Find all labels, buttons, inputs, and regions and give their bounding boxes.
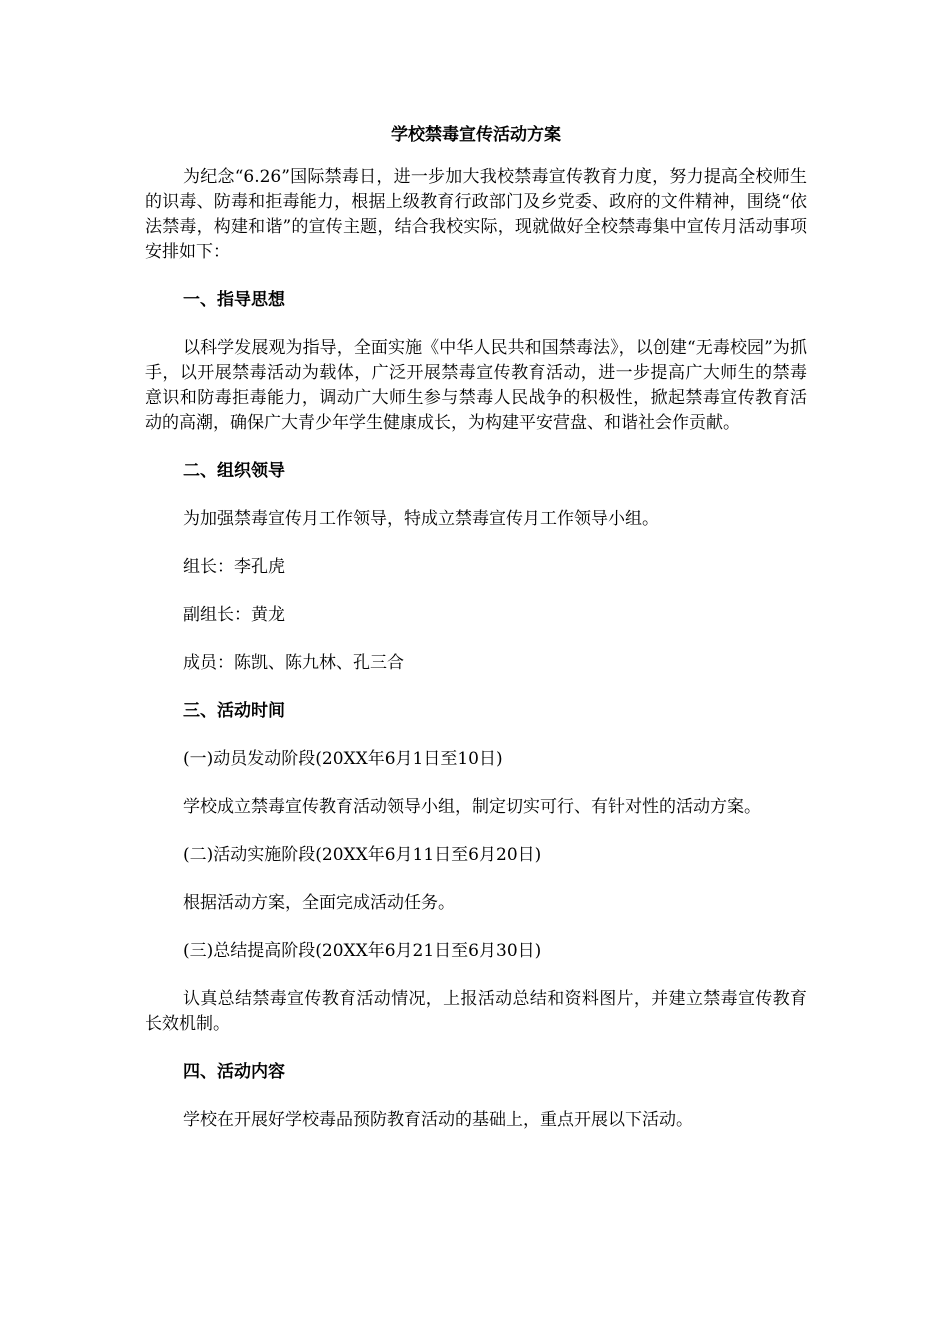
section-heading-schedule: 三、活动时间 (183, 701, 285, 721)
organization-paragraph: 为加强禁毒宣传月工作领导，特成立禁毒宣传月工作领导小组。 (183, 509, 659, 529)
stage-3-paragraph: 认真总结禁毒宣传教育活动情况，上报活动总结和资料图片，并建立禁毒宣传教育长效机制。 (145, 989, 807, 1034)
intro-paragraph: 为纪念“6.26”国际禁毒日，进一步加大我校禁毒宣传教育力度，努力提高全校师生的识毒、防毒和拒毒能力，根据上级教育行政部门及乡党委、政府的文件精神，围绕“依法禁毒，构建和谐”的宣传主题，结合我校实际，现就做好全校禁毒集中宣传月活动事项安排如下： (145, 167, 807, 262)
leader-line: 组长：李孔虎 (183, 557, 285, 577)
section-heading-activities: 四、活动内容 (183, 1062, 285, 1082)
stage-2-title: (二)活动实施阶段(20XX年6月11日至6月20日) (183, 845, 542, 865)
deputy-leader-line: 副组长：黄龙 (183, 605, 285, 625)
activities-paragraph: 学校在开展好学校毒品预防教育活动的基础上，重点开展以下活动。 (183, 1110, 693, 1130)
members-line: 成员：陈凯、陈九林、孔三合 (183, 653, 404, 673)
stage-1-paragraph: 学校成立禁毒宣传教育活动领导小组，制定切实可行、有针对性的活动方案。 (183, 797, 761, 817)
section-heading-organization: 二、组织领导 (183, 461, 285, 481)
stage-3-title: (三)总结提高阶段(20XX年6月21日至6月30日) (183, 941, 542, 961)
document-title: 学校禁毒宣传活动方案 (391, 125, 561, 145)
stage-1-title: (一)动员发动阶段(20XX年6月1日至10日) (183, 749, 503, 769)
guiding-ideology-paragraph: 以科学发展观为指导，全面实施《中华人民共和国禁毒法》，以创建“无毒校园”为抓手，以开展禁毒活动为载体，广泛开展禁毒宣传教育活动，进一步提高广大师生的禁毒意识和防毒拒毒能力，调动广大师生参与禁毒人民战争的积极性，掀起禁毒宣传教育活动的高潮，确保广大青少年学生健康成长，为构建平安营盘、和谐社会作贡献。 (145, 338, 807, 433)
stage-2-paragraph: 根据活动方案，全面完成活动任务。 (183, 893, 455, 913)
document-body (145, 123, 807, 1156)
section-heading-guiding-ideology: 一、指导思想 (183, 290, 285, 310)
